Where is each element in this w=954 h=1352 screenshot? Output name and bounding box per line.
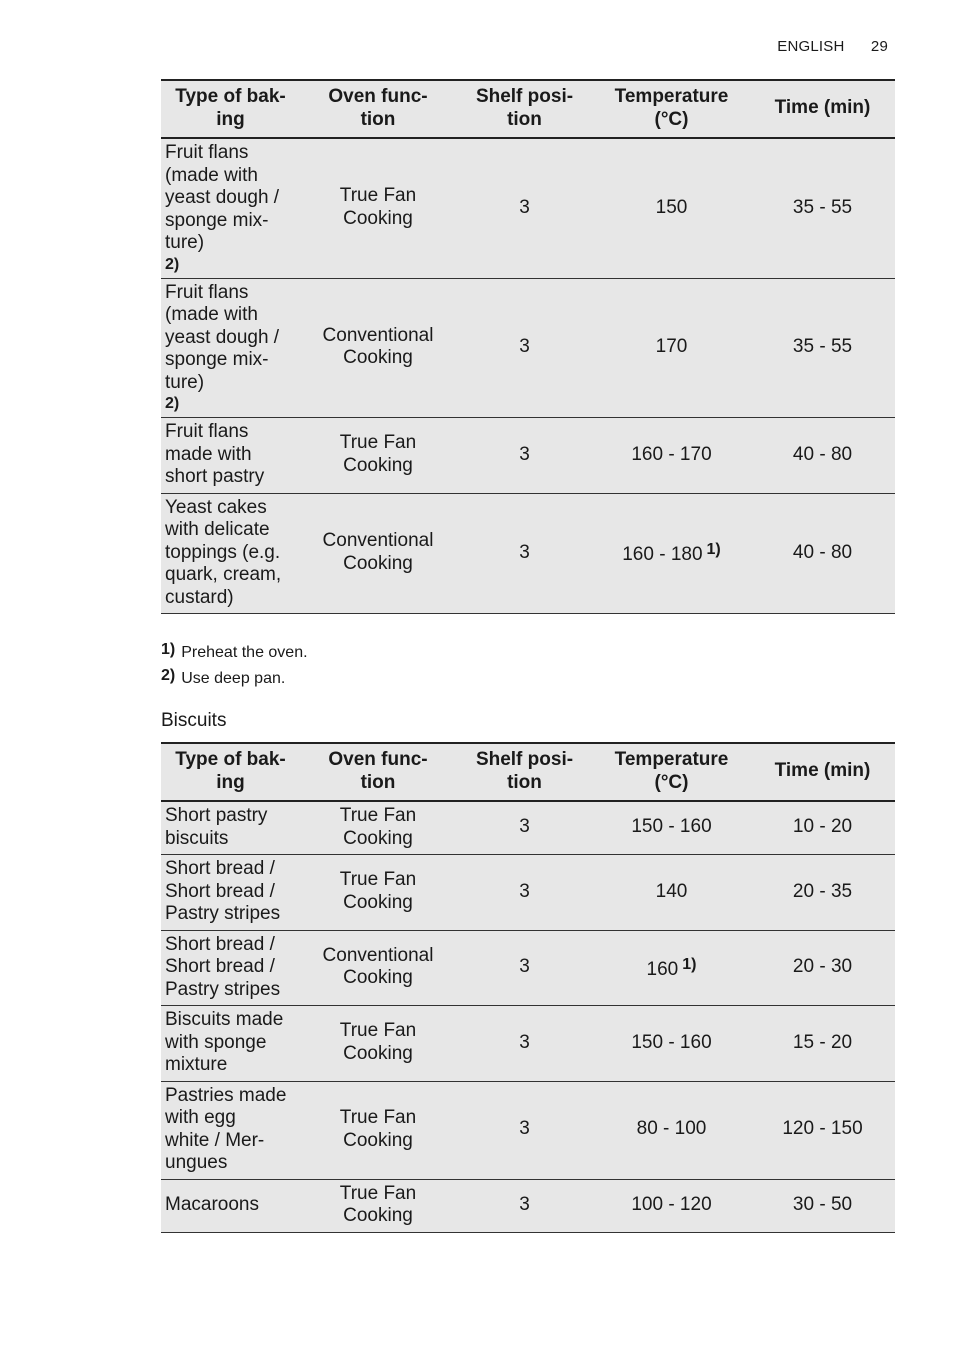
header-type-of-baking: Type of bak- ing <box>175 85 286 130</box>
cell-type-of-baking <box>161 418 300 494</box>
cell-time: 120 - 150 <box>782 1118 863 1140</box>
type-text: Fruit flans (made with yeast dough / sponge mix- ture) <box>165 281 280 393</box>
temperature-value: 100 - 120 <box>631 1193 712 1215</box>
cell-oven-function: True Fan Cooking <box>339 432 417 476</box>
cell-temperature <box>593 930 750 1006</box>
table-row <box>161 930 895 1006</box>
temperature-value: 150 <box>655 196 688 218</box>
temperature-value: 140 <box>655 880 688 902</box>
cell-time: 35 - 55 <box>792 336 853 357</box>
cell-temperature <box>593 493 750 614</box>
cell-time: 10 - 20 <box>792 816 853 838</box>
type-text: Yeast cakes with delicate toppings (e.g. quark, cream, custard) <box>165 496 282 608</box>
cell-time: 40 - 80 <box>792 443 853 465</box>
cell-type-of-baking <box>161 855 300 931</box>
section-title-biscuits: Biscuits <box>161 710 227 731</box>
cell-type-of-baking <box>161 278 300 418</box>
footnote-text: Use deep pan. <box>181 670 286 687</box>
baking-table-cakes <box>161 79 895 614</box>
footnote-ref: 2) <box>165 255 180 273</box>
cell-temperature <box>593 278 750 418</box>
cell-oven-function: True Fan Cooking <box>339 1020 417 1064</box>
temperature-value: 150 - 160 <box>631 816 712 838</box>
cell-type-of-baking <box>161 1081 300 1179</box>
type-text: Fruit flans (made with yeast dough / sponge mix- ture) <box>165 142 280 253</box>
cell-type-of-baking <box>161 930 300 1006</box>
header-oven-function: Oven func- tion <box>328 85 428 130</box>
footnote-ref: 1) <box>682 955 697 973</box>
header-shelf-position: Shelf posi- tion <box>475 85 574 130</box>
footnotes <box>161 640 308 692</box>
cell-shelf-position: 3 <box>519 336 530 357</box>
cell-temperature <box>593 855 750 931</box>
type-text: Short bread / Short bread / Pastry stripes <box>165 858 281 924</box>
cell-shelf-position: 3 <box>519 541 530 563</box>
cell-time: 35 - 55 <box>792 196 853 218</box>
cell-shelf-position: 3 <box>519 1031 530 1053</box>
cell-oven-function: True Fan Cooking <box>339 1107 417 1151</box>
temperature-value: 160 - 170 <box>631 443 712 465</box>
page-number: 29 <box>870 38 888 55</box>
type-text: Fruit flans made with short pastry <box>165 421 265 487</box>
table-row <box>161 138 895 278</box>
type-text: Short pastry biscuits <box>165 805 268 849</box>
table-body <box>161 138 895 614</box>
temperature-value: 170 <box>655 336 688 357</box>
cell-shelf-position: 3 <box>519 880 530 902</box>
header-type-of-baking: Type of bak- ing <box>175 748 286 793</box>
table-row <box>161 1081 895 1179</box>
table-header-row <box>161 743 895 801</box>
type-text: Macaroons <box>165 1193 259 1215</box>
table-row <box>161 1179 895 1232</box>
header-time: Time (min) <box>774 760 871 781</box>
footnote <box>161 640 308 666</box>
footnote-ref: 1) <box>706 541 721 558</box>
cell-shelf-position: 3 <box>519 1118 530 1140</box>
footnote-ref: 2) <box>165 395 180 412</box>
cell-oven-function: True Fan Cooking <box>339 869 417 913</box>
language-label: ENGLISH <box>777 38 845 55</box>
footnote-mark: 1) <box>161 641 176 658</box>
cell-shelf-position: 3 <box>519 956 530 977</box>
header-oven-function: Oven func- tion <box>328 748 428 793</box>
cell-oven-function: True Fan Cooking <box>339 1182 417 1226</box>
cell-shelf-position: 3 <box>519 196 530 218</box>
cell-shelf-position: 3 <box>519 443 530 465</box>
header-temperature: Temperature (°C) <box>614 85 729 130</box>
temperature-value: 160 <box>646 958 679 980</box>
cell-shelf-position: 3 <box>519 816 530 838</box>
cell-temperature <box>593 1081 750 1179</box>
temperature-value: 160 - 180 <box>622 544 703 565</box>
table-row <box>161 801 895 855</box>
table-row <box>161 278 895 418</box>
table-row <box>161 855 895 931</box>
cell-type-of-baking <box>161 493 300 614</box>
cell-time: 20 - 30 <box>792 956 853 977</box>
cell-oven-function: True Fan Cooking <box>339 185 417 229</box>
cell-time: 20 - 35 <box>792 880 853 902</box>
footnote <box>161 666 308 692</box>
cell-time: 30 - 50 <box>792 1193 853 1215</box>
table-body <box>161 801 895 1232</box>
type-text: Pastries made with egg white / Mer- ungues <box>165 1084 287 1173</box>
page-header <box>777 38 888 55</box>
footnote-mark: 2) <box>161 667 176 684</box>
type-text: Short bread / Short bread / Pastry stripes <box>165 933 281 1000</box>
table-row <box>161 493 895 614</box>
cell-temperature <box>593 801 750 855</box>
header-time: Time (min) <box>774 97 871 118</box>
cell-temperature <box>593 1006 750 1082</box>
cell-temperature <box>593 418 750 494</box>
header-temperature: Temperature (°C) <box>614 748 729 793</box>
cell-oven-function: Conventional Cooking <box>322 530 434 574</box>
cell-type-of-baking <box>161 1006 300 1082</box>
table-row <box>161 418 895 494</box>
cell-type-of-baking <box>161 1179 300 1232</box>
header-shelf-position: Shelf posi- tion <box>475 748 574 793</box>
footnote-text: Preheat the oven. <box>181 644 308 661</box>
cell-type-of-baking <box>161 801 300 855</box>
cell-oven-function: Conventional Cooking <box>322 944 434 989</box>
table-header-row <box>161 80 895 138</box>
temperature-value: 150 - 160 <box>631 1031 712 1053</box>
cell-shelf-position: 3 <box>519 1193 530 1215</box>
cell-type-of-baking <box>161 138 300 278</box>
cell-time: 15 - 20 <box>792 1031 853 1053</box>
table-row <box>161 1006 895 1082</box>
baking-table-biscuits <box>161 742 895 1233</box>
cell-oven-function: True Fan Cooking <box>339 805 417 849</box>
type-text: Biscuits made with sponge mixture <box>165 1009 284 1075</box>
cell-temperature <box>593 1179 750 1232</box>
temperature-value: 80 - 100 <box>636 1118 707 1140</box>
cell-time: 40 - 80 <box>792 541 853 563</box>
cell-temperature <box>593 138 750 278</box>
cell-oven-function: Conventional Cooking <box>322 324 434 369</box>
